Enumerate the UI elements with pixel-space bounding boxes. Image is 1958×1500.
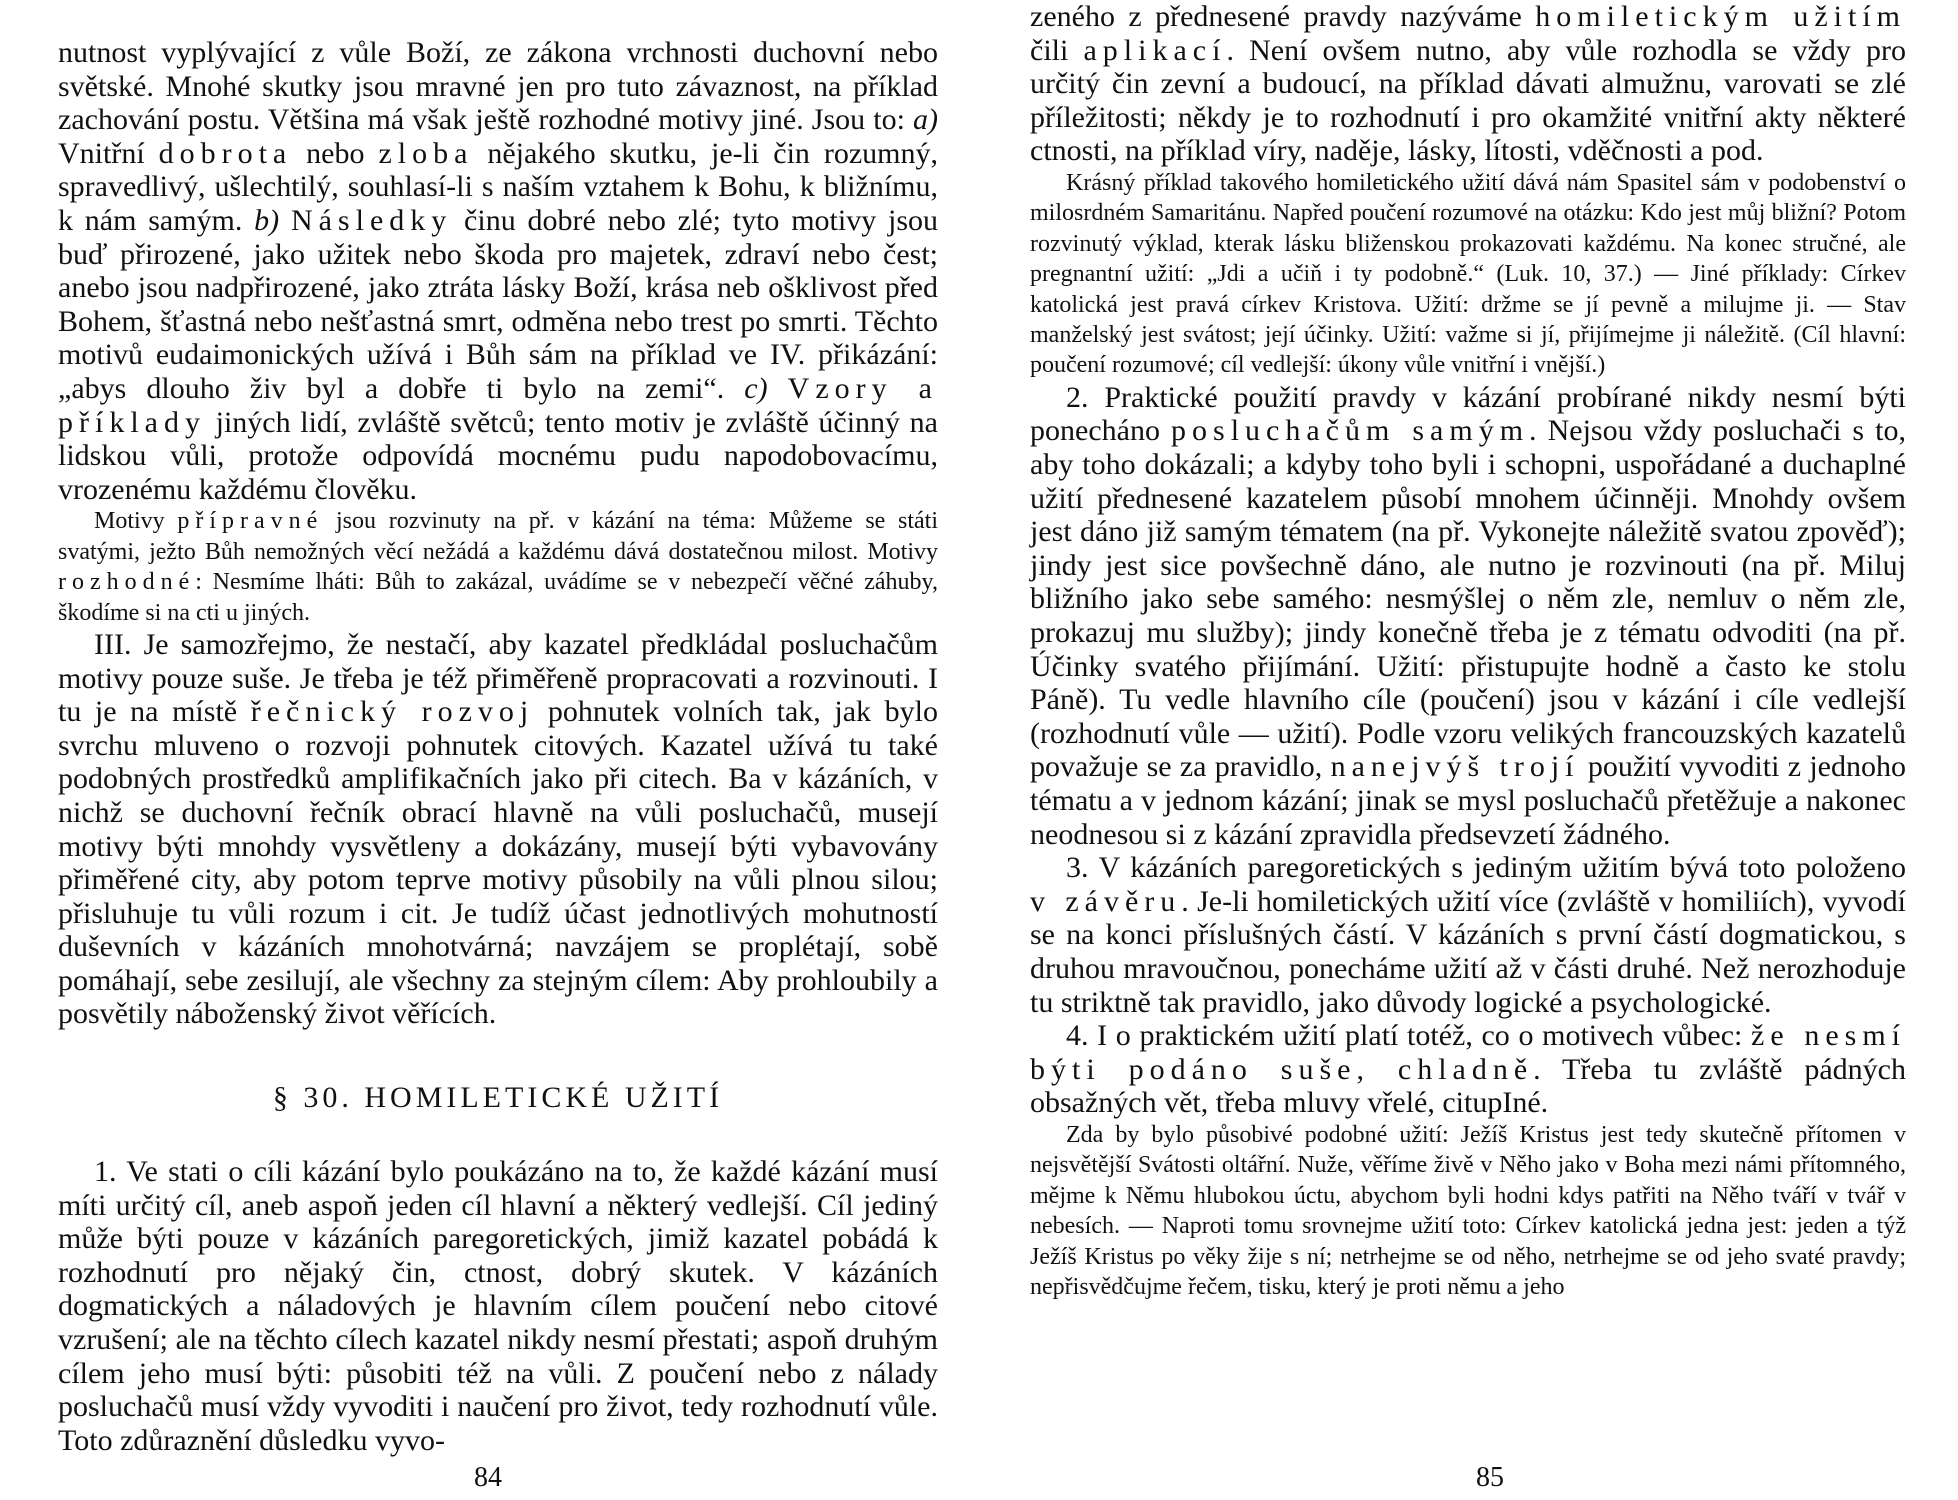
left-paragraph-1: nutnost vyplývající z vůle Boží, ze zákona vrchnosti duchovní nebo světské. Mnohé skutky jsou mravné jen pro tuto závaznost, na příklad zachování postu. Většina má však ještě rozhodné motivy jiné. Jsou to: a) Vnitřní dobrota nebo zloba nějakého skutku, je-li čin rozumný, spravedlivý, ušlechtilý, souhlasí-li s naším vztahem k Bohu, k bližnímu, k nám samým. b) Následky činu dobré nebo zlé; tyto motivy jsou buď přirozené, jako užitek nebo škoda pro majetek, zdraví nebo čest; anebo jsou nadpřirozené, jako ztráta lásky Boží, krása neb ošklivost před Bohem, šťastná nebo nešťastná smrt, odměna nebo trest po smrti. Těchto motivů eudaimonických užívá i Bůh sám na příklad ve IV. přikázání: „abys dlouho živ byl a dobře ti bylo na zemi“. c) Vzory a příklady jiných lidí, zvláště světců; tento motiv je zvláště účinný na lidskou vůli, protože odpovídá mocnému pudu napodobovacímu, vrozenému každému člověku. xyxy=(58,36,939,506)
page-number-left: 84 xyxy=(474,1462,502,1493)
section-title: § 30. HOMILETICKÉ UŽITÍ xyxy=(272,1081,724,1115)
right-paragraph-2: Krásný příklad takového homiletického užití dává nám Spasitel sám v podobenství o milosrdném Samaritánu. Napřed poučení rozumové na otázku: Kdo jest můj bližní? Potom rozvinutý výklad, kterak lásku bliženskou prokazovati každému. Na konec stručné, ale pregnantní užití: „Jdi a učiň i ty podobně.“ (Luk. 10, 37.) — Jiné příklady: Církev katolická jest pravá církev Kristova. Užití: držme se jí pevně a milujme ji. — Stav manželský jest svátost; její účinky. Užití: važme si jí, přijímejme ji náležitě. (Cíl hlavní: poučení rozumové; cíl vedlejší: úkony vůle vnitřní i vnější.) xyxy=(1030,169,1906,379)
right-paragraph-3: 2. Praktické použití pravdy v kázání probírané nikdy nesmí býti ponecháno posluchačům samým. Nejsou vždy posluchači s to, aby toho dokázali; a kdyby toho byli i schopni, uspořádané a duchaplné užití přednesené kazatelem působí mnohem účinněji. Mnohdy ovšem jest dáno již samým tématem (na př. Vykonejte náležitě svatou zpověď); jindy jest sice povšechně dáno, ale nutno je rozvinouti (na př. Miluj bližního jako sebe samého: nesmýšlej o něm zle, nemluv o něm zle, prokazuj mu služby); jindy konečně třeba je z tématu odvoditi (na př. Účinky svatého přijímání. Užití: přistupujte hodně a často ke stolu Páně). Tu vedle hlavního cíle (poučení) jsou v kázání i cíle vedlejší (rozhodnutí vůle — užití). Podle vzoru velikých francouzských kazatelů považuje se za pravidlo, nanejvýš trojí použití vyvoditi z jednoho tématu a v jednom kázání; jinak se mysl posluchačů přetěžuje a nakonec neodnesou si z kázání zpravidla předsevzetí žádného. xyxy=(1030,380,1906,851)
right-paragraph-6: Zda by bylo působivé podobné užití: Ježíš Kristus jest tedy skutečně přítomen v nejsvětější Svátosti oltářní. Nuže, věříme živě v Něho jako v Boha mezi námi přítomného, mějme k Němu hlubokou úctu, abychom byli hodni kdys patřiti na Něho tváří v tvář v nebesích. — Naproti tomu srovnejme užití toto: Církev katolická jedna jest: jeden a týž Ježíš Kristus po věky žije s ní; netrhejme se od něho, netrhejme se od jeho svaté pravdy; nepřisvědčujme řečem, tisku, který je proti němu a jeho xyxy=(1030,1121,1906,1300)
left-page xyxy=(58,0,938,1457)
right-paragraph-4: 3. V kázáních paregoretických s jediným užitím bývá toto položeno v závěru. Je-li homiletických užití více (zvláště v homiliích), vyvodí se na konci příslušných částí. V kázáních s první částí dogmatickou, s druhou mravoučnou, ponecháme užití až v části druhé. Než nerozhoduje tu striktně tak pravidlo, jako důvody logické a psychologické. xyxy=(1030,851,1907,1019)
left-paragraph-3: III. Je samozřejmo, že nestačí, aby kazatel předkládal posluchačům motivy pouze suše. Je třeba je též přiměřeně propracovati a rozvinouti. I tu je na místě řečnický rozvoj pohnutek volních tak, jak bylo svrchu mluveno o rozvoji pohnutek citových. Kazatel užívá tu také podobných prostředků amplifikačních jako při citech. Ba v kázáních, v nichž se duchovní řečník obrací hlavně na vůli posluchačů, musejí motivy býti mnohdy vysvětleny a dokázány, musejí býti vybavovány přiměřené city, aby potom teprve motivy působily na vůli plnou silou; přisluhuje tu vůli rozum i cit. Je tudíž účast jednotlivých mohutností duševních v kázáních mnohotvárná; navzájem se proplétají, sobě pomáhají, sebe zesilují, ale všechny za stejným cílem: Aby prohloubily a posvětily náboženský život věřících. xyxy=(58,627,938,1031)
left-paragraph-4: 1. Ve stati o cíli kázání bylo poukázáno na to, že každé kázání musí míti určitý cíl, aneb aspoň jeden cíl hlavní a některý vedlejší. Cíl jediný může býti pouze v kázáních paregoretických, jimiž kazatel pobádá k rozhodnutí pro nějaký čin, ctnost, dobrý skutek. V kázáních dogmatických a náladových je hlavním cílem poučení nebo citové vzrušení; ale na těchto cílech kazatel nikdy nesmí přestati; aspoň druhým cílem jeho musí býti: působiti též na vůli. Z poučení nebo z nálady posluchačů musí vždy vyvoditi i naučení pro život, tedy rozhodnutí vůle. Toto zdůraznění důsledku vyvo- xyxy=(58,1155,938,1457)
left-paragraph-2: Motivy přípravné jsou rozvinuty na př. v kázání na téma: Můžeme se státi svatými, ježto Bůh nemožných věcí nežádá a každému dává dostatečnou milost. Motivy rozhodné: Nesmíme lháti: Bůh to zakázal, uvádíme se v nebezpečí věčné záhuby, škodíme si na cti u jiných. xyxy=(58,508,938,626)
right-paragraph-5: 4. I o praktickém užití platí totéž, co o motivech vůbec: že nesmí býti podáno suše, chladně. Třeba tu zvláště pádných obsažných vět, třeba mluvy vřelé, citupIné. xyxy=(1030,1019,1906,1120)
right-paragraph-1: zeného z přednesené pravdy nazýváme homiletickým užitím čili aplikací. Není ovšem nutno, aby vůle rozhodla se vždy pro určitý čin zevní a budoucí, na příklad dávati almužnu, varovati se zlé příležitosti; někdy je to rozhodnutí i pro okamžité vnitřní akty některé ctnosti, na příklad víry, naděje, lásky, lítosti, vděčnosti a pod. xyxy=(1030,0,1906,168)
right-page xyxy=(1030,0,1906,1302)
page-number-right: 85 xyxy=(1476,1462,1504,1493)
